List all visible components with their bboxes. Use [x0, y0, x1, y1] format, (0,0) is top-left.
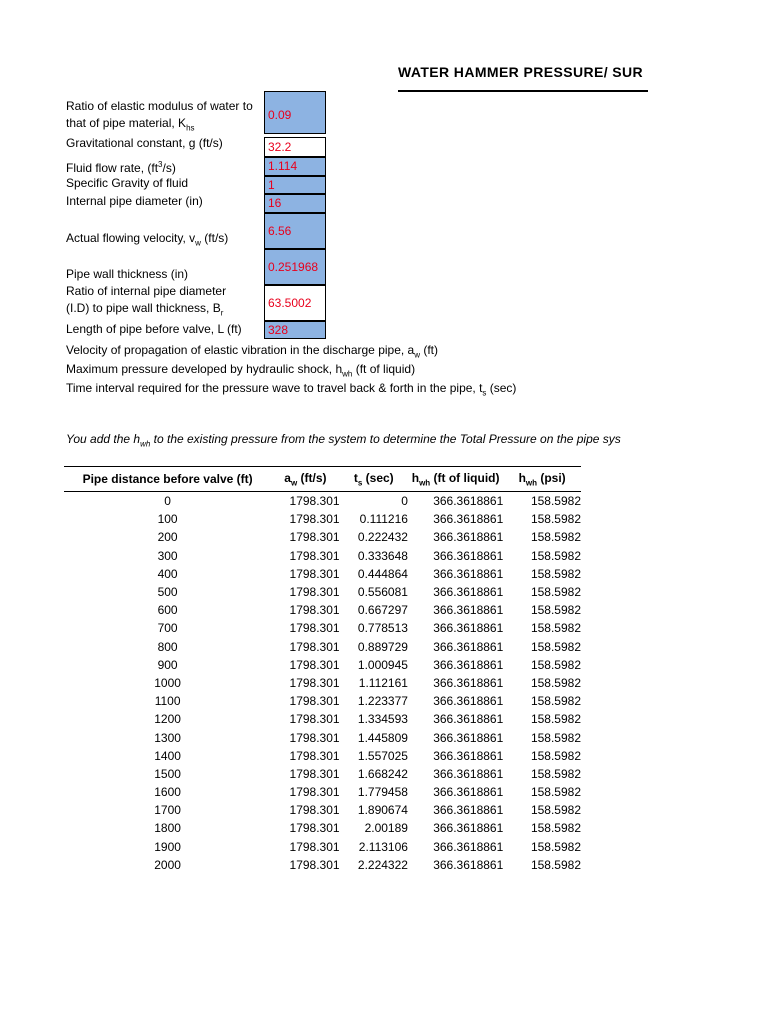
- cell-ts: 1.334593: [357, 712, 408, 727]
- cell-hwh-ft: 366.3618861: [433, 657, 504, 672]
- cell-hwh-ft: 366.3618861: [433, 748, 504, 763]
- cell-hwh-ft: 366.3618861: [433, 821, 504, 836]
- label-diameter-ratio: [66, 283, 226, 321]
- label-wall-thickness: Pipe wall thickness (in): [66, 267, 189, 281]
- cell-hwh-ft: 366.3618861: [433, 766, 504, 781]
- table-row: [64, 492, 581, 511]
- col-header-hwh-ft: [408, 467, 503, 492]
- cell-hwh-psi: 158.5982: [530, 566, 581, 581]
- col-header-ts-post: (sec): [362, 470, 394, 485]
- cell-distance: 200: [157, 530, 178, 545]
- cell-aw: 1798.301: [289, 766, 340, 781]
- cell-ts: 0.889729: [357, 639, 408, 654]
- cell-ts: 0.444864: [357, 566, 408, 581]
- col-header-hwh-ft-sub: wh: [419, 478, 431, 488]
- col-header-hwh-psi-post: (psi): [537, 470, 566, 485]
- cell-hwh-psi: 158.5982: [530, 675, 581, 690]
- cell-distance: 1000: [154, 675, 181, 690]
- cell-distance: 1800: [154, 821, 181, 836]
- col-header-aw-pre: a: [284, 470, 291, 485]
- table-row: [64, 565, 581, 583]
- cell-hwh-psi: 158.5982: [530, 766, 581, 781]
- cell-aw: 1798.301: [289, 603, 340, 618]
- table-row: [64, 747, 581, 765]
- table-row: [64, 528, 581, 546]
- cell-distance: 600: [157, 603, 178, 618]
- cell-hwh-ft: 366.3618861: [433, 621, 504, 636]
- cell-hwh-psi: 158.5982: [530, 621, 581, 636]
- label-elastic-ratio: [66, 98, 253, 136]
- cell-distance: 900: [157, 657, 178, 672]
- cell-ts: 1.557025: [357, 748, 408, 763]
- cell-distance: 1200: [154, 712, 181, 727]
- label-propagation-velocity-post: (ft): [420, 343, 438, 357]
- cell-aw: 1798.301: [289, 621, 340, 636]
- label-elastic-ratio-sub: hs: [186, 123, 195, 133]
- label-elastic-ratio-line1: Ratio of elastic modulus of water to: [66, 99, 253, 113]
- cell-distance: 1100: [154, 694, 181, 709]
- cell-aw: 1798.301: [289, 639, 340, 654]
- table-row: [64, 692, 581, 710]
- label-gravity: Gravitational constant, g (ft/s): [66, 136, 223, 150]
- input-gravity[interactable]: 32.2: [264, 137, 326, 157]
- cell-aw: 1798.301: [289, 857, 340, 872]
- input-pipe-length[interactable]: 328: [264, 321, 326, 339]
- label-time-interval-post: (sec): [486, 381, 517, 395]
- cell-distance: 100: [157, 512, 178, 527]
- col-header-hwh-ft-pre: h: [411, 470, 420, 485]
- cell-ts: 0.778513: [357, 621, 408, 636]
- cell-hwh-psi: 158.5982: [530, 712, 581, 727]
- col-header-hwh-psi: [503, 467, 581, 492]
- label-propagation-velocity-sub: w: [414, 350, 420, 360]
- cell-hwh-ft: 366.3618861: [433, 839, 504, 854]
- col-header-hwh-psi-sub: wh: [525, 478, 538, 488]
- cell-distance: 1600: [154, 785, 181, 800]
- cell-aw: 1798.301: [289, 839, 340, 854]
- label-velocity-post: (ft/s): [200, 231, 229, 245]
- input-wall-thickness[interactable]: 0.251968: [264, 249, 326, 285]
- cell-ts: 0.556081: [357, 585, 408, 600]
- label-time-interval-pre: Time interval required for the pressure wave to travel back & forth in the pipe, t: [66, 381, 483, 395]
- cell-aw: 1798.301: [289, 748, 340, 763]
- cell-aw: 1798.301: [289, 566, 340, 581]
- table-row: [64, 765, 581, 783]
- label-velocity-sub: w: [195, 238, 201, 248]
- label-diameter-ratio-sub: r: [220, 308, 224, 318]
- label-time-interval-sub: s: [482, 388, 487, 398]
- cell-aw: 1798.301: [289, 785, 340, 800]
- col-header-ts-sub: s: [357, 478, 363, 488]
- cell-hwh-psi: 158.5982: [530, 494, 581, 509]
- cell-aw: 1798.301: [289, 530, 340, 545]
- cell-ts: 1.000945: [357, 657, 408, 672]
- table-row: [64, 674, 581, 692]
- cell-ts: 1.779458: [357, 785, 408, 800]
- input-elastic-ratio[interactable]: 0.09: [264, 91, 326, 134]
- cell-distance: 1300: [154, 730, 181, 745]
- table-header-row: [64, 467, 581, 492]
- cell-aw: 1798.301: [289, 657, 340, 672]
- input-specific-gravity[interactable]: 1: [264, 176, 326, 194]
- cell-distance: 800: [157, 639, 178, 654]
- cell-hwh-psi: 158.5982: [530, 803, 581, 818]
- cell-hwh-ft: 366.3618861: [433, 694, 504, 709]
- cell-hwh-ft: 366.3618861: [433, 857, 504, 872]
- table-row: [64, 728, 581, 746]
- cell-ts: 2.00189: [364, 821, 408, 836]
- cell-hwh-psi: 158.5982: [530, 512, 581, 527]
- cell-hwh-psi: 158.5982: [530, 785, 581, 800]
- label-diameter-ratio-line1: Ratio of internal pipe diameter: [66, 284, 227, 298]
- table-row: [64, 656, 581, 674]
- cell-distance: 1700: [154, 803, 181, 818]
- cell-hwh-psi: 158.5982: [530, 821, 581, 836]
- cell-ts: 1.445809: [357, 730, 408, 745]
- cell-ts: 0.111216: [359, 512, 408, 527]
- table-row: [64, 783, 581, 801]
- cell-hwh-psi: 158.5982: [530, 585, 581, 600]
- label-max-pressure-sub: wh: [342, 369, 353, 379]
- label-pipe-length: Length of pipe before valve, L (ft): [66, 322, 242, 336]
- cell-hwh-ft: 366.3618861: [433, 785, 504, 800]
- input-diameter-ratio[interactable]: 63.5002: [264, 285, 326, 321]
- note-pre: You add the h: [66, 432, 141, 446]
- cell-hwh-ft: 366.3618861: [433, 603, 504, 618]
- cell-ts: 1.668242: [357, 766, 408, 781]
- cell-ts: 0.222432: [357, 530, 408, 545]
- cell-distance: 1900: [154, 839, 181, 854]
- label-flow-rate-sup: 3: [158, 160, 163, 169]
- cell-hwh-psi: 158.5982: [530, 657, 581, 672]
- col-header-aw: [271, 467, 339, 492]
- cell-distance: 2000: [154, 857, 181, 872]
- results-table: [64, 466, 581, 874]
- table-row: [64, 838, 581, 856]
- cell-hwh-ft: 366.3618861: [433, 512, 504, 527]
- cell-distance: 1500: [154, 766, 181, 781]
- table-row: [64, 619, 581, 637]
- input-flow-rate[interactable]: 1.114: [264, 157, 326, 176]
- cell-hwh-ft: 366.3618861: [433, 639, 504, 654]
- label-max-pressure-pre: Maximum pressure developed by hydraulic shock, h: [66, 362, 343, 376]
- cell-aw: 1798.301: [289, 694, 340, 709]
- label-time-interval: [66, 380, 516, 401]
- col-header-distance: Pipe distance before valve (ft): [64, 467, 271, 492]
- cell-distance: 1400: [154, 748, 181, 763]
- label-max-pressure-post: (ft of liquid): [352, 362, 416, 376]
- label-flow-rate-post: /s): [162, 161, 176, 175]
- cell-ts: 0.333648: [357, 548, 408, 563]
- note-sub: wh: [140, 439, 151, 449]
- cell-hwh-ft: 366.3618861: [433, 494, 504, 509]
- table-row: [64, 547, 581, 565]
- cell-aw: 1798.301: [289, 548, 340, 563]
- label-velocity: [66, 230, 228, 251]
- page-title: WATER HAMMER PRESSURE/ SUR: [398, 64, 648, 92]
- cell-hwh-ft: 366.3618861: [433, 803, 504, 818]
- cell-aw: 1798.301: [289, 675, 340, 690]
- label-velocity-pre: Actual flowing velocity, v: [66, 231, 196, 245]
- cell-aw: 1798.301: [289, 730, 340, 745]
- label-elastic-ratio-line2: that of pipe material, K: [66, 116, 187, 130]
- cell-distance: 300: [157, 548, 178, 563]
- cell-ts: 1.890674: [357, 803, 408, 818]
- cell-hwh-psi: 158.5982: [530, 748, 581, 763]
- cell-ts: 2.224322: [357, 857, 408, 872]
- label-propagation-velocity-pre: Velocity of propagation of elastic vibration in the discharge pipe, a: [66, 343, 415, 357]
- cell-ts: 0.667297: [357, 603, 408, 618]
- cell-hwh-ft: 366.3618861: [433, 712, 504, 727]
- col-header-ts-pre: t: [353, 470, 358, 485]
- col-header-aw-sub: w: [290, 478, 298, 488]
- cell-distance: 700: [157, 621, 178, 636]
- cell-ts: 1.223377: [357, 694, 408, 709]
- col-header-ts: [340, 467, 408, 492]
- cell-hwh-psi: 158.5982: [530, 730, 581, 745]
- label-flow-rate: [66, 156, 176, 177]
- table-row: [64, 583, 581, 601]
- cell-distance: 0: [164, 494, 171, 509]
- cell-distance: 400: [157, 566, 178, 581]
- cell-ts: 1.112161: [358, 675, 408, 690]
- table-row: [64, 510, 581, 528]
- table-row: [64, 710, 581, 728]
- table-row: [64, 819, 581, 837]
- table-row: [64, 801, 581, 819]
- cell-ts: 2.113106: [358, 839, 408, 854]
- cell-distance: 500: [157, 585, 178, 600]
- cell-hwh-ft: 366.3618861: [433, 548, 504, 563]
- col-header-hwh-psi-pre: h: [518, 470, 526, 485]
- table-row: [64, 856, 581, 874]
- cell-aw: 1798.301: [289, 494, 340, 509]
- cell-aw: 1798.301: [289, 803, 340, 818]
- cell-hwh-psi: 158.5982: [530, 857, 581, 872]
- table-row: [64, 638, 581, 656]
- cell-hwh-psi: 158.5982: [530, 639, 581, 654]
- label-pipe-diameter: Internal pipe diameter (in): [66, 194, 203, 208]
- cell-hwh-ft: 366.3618861: [433, 585, 504, 600]
- cell-aw: 1798.301: [289, 712, 340, 727]
- cell-hwh-psi: 158.5982: [530, 530, 581, 545]
- cell-hwh-psi: 158.5982: [530, 548, 581, 563]
- cell-ts: 0: [401, 494, 408, 509]
- label-specific-gravity: Specific Gravity of fluid: [66, 176, 189, 190]
- label-flow-rate-pre: Fluid flow rate, (ft: [66, 161, 159, 175]
- col-header-aw-post: (ft/s): [297, 470, 327, 485]
- cell-hwh-ft: 366.3618861: [433, 730, 504, 745]
- note-post: to the existing pressure from the system to determine the Total Pressure on the pipe sys: [150, 432, 621, 446]
- cell-aw: 1798.301: [289, 821, 340, 836]
- cell-aw: 1798.301: [289, 512, 340, 527]
- cell-aw: 1798.301: [289, 585, 340, 600]
- table-row: [64, 601, 581, 619]
- input-velocity[interactable]: 6.56: [264, 213, 326, 249]
- cell-hwh-psi: 158.5982: [530, 603, 581, 618]
- cell-hwh-psi: 158.5982: [530, 694, 581, 709]
- input-pipe-diameter[interactable]: 16: [264, 194, 326, 213]
- col-header-hwh-ft-post: (ft of liquid): [430, 470, 500, 485]
- cell-hwh-ft: 366.3618861: [433, 530, 504, 545]
- cell-hwh-ft: 366.3618861: [433, 675, 504, 690]
- table-body: [64, 492, 581, 874]
- label-diameter-ratio-line2: (I.D) to pipe wall thickness, B: [66, 301, 221, 315]
- note-text: [66, 432, 646, 448]
- cell-hwh-ft: 366.3618861: [433, 566, 504, 581]
- cell-hwh-psi: 158.5982: [530, 839, 581, 854]
